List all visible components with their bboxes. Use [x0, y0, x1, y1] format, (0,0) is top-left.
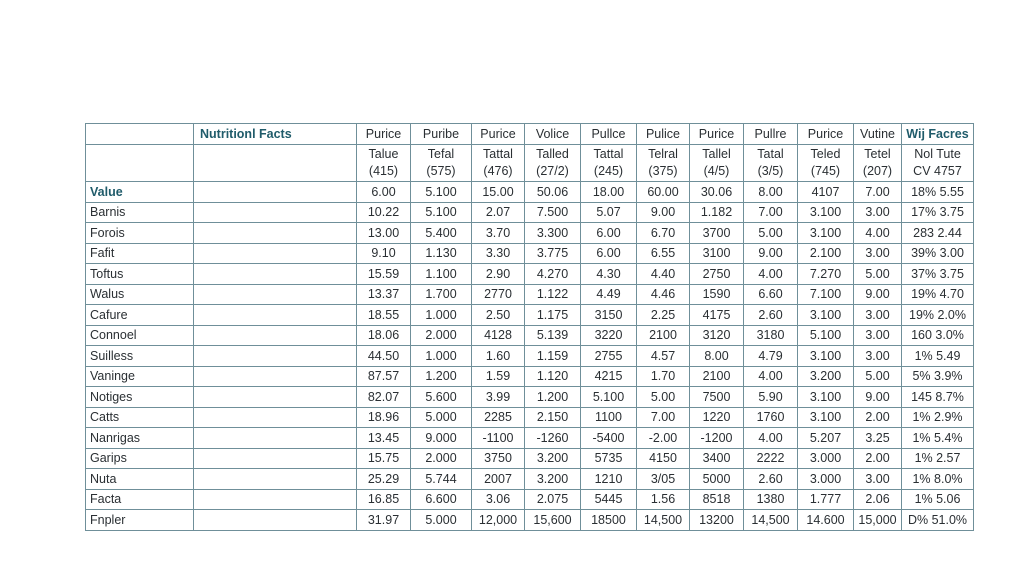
- table-cell: 9.00: [637, 202, 690, 223]
- table-cell: 19% 4.70: [902, 284, 974, 305]
- table-cell: 14,500: [637, 510, 690, 531]
- table-cell: 5.100: [411, 202, 472, 223]
- table-cell: 3.100: [798, 387, 854, 408]
- table-cell: 5.90: [744, 387, 798, 408]
- table-row: [86, 428, 974, 449]
- table-cell: 6.55: [637, 243, 690, 264]
- table-cell: 15.00: [472, 182, 525, 203]
- row-spacer-cell: [194, 305, 357, 326]
- table-cell: 2.000: [411, 448, 472, 469]
- table-cell: 1% 8.0%: [902, 469, 974, 490]
- table-cell: 7.270: [798, 264, 854, 285]
- table-cell: 3.70: [472, 223, 525, 244]
- table-cell: 5.000: [411, 407, 472, 428]
- table-cell: 82.07: [357, 387, 411, 408]
- subheader-line: (245): [593, 164, 624, 178]
- table-cell: 13.45: [357, 428, 411, 449]
- table-cell: 7.100: [798, 284, 854, 305]
- table-cell: 2.00: [854, 407, 902, 428]
- header-row: [86, 124, 974, 145]
- table-cell: 2007: [472, 469, 525, 490]
- table-cell: 18.00: [581, 182, 637, 203]
- table-cell: 1.200: [525, 387, 581, 408]
- table-cell: 6.60: [744, 284, 798, 305]
- table-cell: 5.00: [637, 387, 690, 408]
- table-cell: 3.25: [854, 428, 902, 449]
- table-cell: 5.100: [581, 387, 637, 408]
- table-cell: 4150: [637, 448, 690, 469]
- row-label: Barnis: [86, 202, 194, 223]
- table-cell: 4.00: [744, 264, 798, 285]
- subheader-line: (745): [810, 164, 841, 178]
- table-cell: 5735: [581, 448, 637, 469]
- subheader-line: Talue: [368, 147, 399, 161]
- table-cell: 15.59: [357, 264, 411, 285]
- column-header: Pulice: [637, 124, 690, 145]
- table-cell: 4128: [472, 325, 525, 346]
- row-label: Catts: [86, 407, 194, 428]
- table-cell: 1% 2.9%: [902, 407, 974, 428]
- table-cell: 4.30: [581, 264, 637, 285]
- row-label: Value: [86, 182, 194, 203]
- subheader-empty: [194, 145, 357, 182]
- subheader-line: Telral: [648, 147, 678, 161]
- table-cell: 4.49: [581, 284, 637, 305]
- table-cell: 5.139: [525, 325, 581, 346]
- column-header: Wij Facres: [902, 124, 974, 145]
- table-cell: 18% 5.55: [902, 182, 974, 203]
- column-header: Purice: [357, 124, 411, 145]
- table-row: [86, 202, 974, 223]
- subheader-line: Tattal: [483, 147, 513, 161]
- subheader-line: Tatal: [757, 147, 784, 161]
- table-cell: 1.777: [798, 489, 854, 510]
- table-cell: 3220: [581, 325, 637, 346]
- table-cell: 4.00: [744, 366, 798, 387]
- table-cell: 1220: [690, 407, 744, 428]
- table-cell: 1100: [581, 407, 637, 428]
- table-cell: 3/05: [637, 469, 690, 490]
- column-header: Pullre: [744, 124, 798, 145]
- table-cell: 5.600: [411, 387, 472, 408]
- table-cell: 87.57: [357, 366, 411, 387]
- table-cell: 17% 3.75: [902, 202, 974, 223]
- row-spacer-cell: [194, 428, 357, 449]
- table-cell: 31.97: [357, 510, 411, 531]
- table-cell: 19% 2.0%: [902, 305, 974, 326]
- table-cell: 2.000: [411, 325, 472, 346]
- row-label: Fafit: [86, 243, 194, 264]
- subheader-line: (375): [648, 164, 678, 178]
- table-cell: 3.00: [854, 469, 902, 490]
- subheader-line: Teled: [810, 147, 841, 161]
- subheader-row: [86, 145, 974, 182]
- table-cell: 1.122: [525, 284, 581, 305]
- table-row: [86, 366, 974, 387]
- table-cell: 18.06: [357, 325, 411, 346]
- subheader-empty: [86, 145, 194, 182]
- table-cell: 1.56: [637, 489, 690, 510]
- table-cell: 14.600: [798, 510, 854, 531]
- table-cell: 8518: [690, 489, 744, 510]
- column-subheader: [902, 145, 974, 182]
- table-row: [86, 223, 974, 244]
- table-row: [86, 489, 974, 510]
- table-cell: 1% 2.57: [902, 448, 974, 469]
- row-label: Notiges: [86, 387, 194, 408]
- table-row: [86, 346, 974, 367]
- table-title: Nutritionl Facts: [194, 124, 357, 145]
- table-cell: 6.00: [357, 182, 411, 203]
- table-cell: 16.85: [357, 489, 411, 510]
- table-cell: 2.50: [472, 305, 525, 326]
- nutrition-table: [85, 123, 974, 531]
- table-cell: 1.700: [411, 284, 472, 305]
- table-cell: 60.00: [637, 182, 690, 203]
- row-label: Garips: [86, 448, 194, 469]
- column-subheader: [637, 145, 690, 182]
- table-cell: 2.90: [472, 264, 525, 285]
- table-cell: 4.00: [854, 223, 902, 244]
- row-spacer-cell: [194, 510, 357, 531]
- table-cell: 4215: [581, 366, 637, 387]
- row-spacer-cell: [194, 469, 357, 490]
- table-cell: 1760: [744, 407, 798, 428]
- table-cell: 5.400: [411, 223, 472, 244]
- table-cell: 2.100: [798, 243, 854, 264]
- row-spacer-cell: [194, 407, 357, 428]
- table-cell: 2750: [690, 264, 744, 285]
- table-cell: 25.29: [357, 469, 411, 490]
- table-cell: 2.60: [744, 305, 798, 326]
- column-header: Purice: [472, 124, 525, 145]
- column-subheader: [854, 145, 902, 182]
- subheader-line: CV 4757: [913, 164, 962, 178]
- table-cell: 3.000: [798, 448, 854, 469]
- table-cell: 15,000: [854, 510, 902, 531]
- table-cell: 1.000: [411, 346, 472, 367]
- column-header: Puribe: [411, 124, 472, 145]
- table-cell: 3.00: [854, 325, 902, 346]
- corner-cell: [86, 124, 194, 145]
- table-cell: 2.07: [472, 202, 525, 223]
- table-cell: 1% 5.49: [902, 346, 974, 367]
- column-subheader: [690, 145, 744, 182]
- row-label: Vaninge: [86, 366, 194, 387]
- table-cell: 3700: [690, 223, 744, 244]
- table-cell: 5.100: [798, 325, 854, 346]
- table-cell: 2.60: [744, 469, 798, 490]
- row-spacer-cell: [194, 448, 357, 469]
- table-row: [86, 284, 974, 305]
- row-spacer-cell: [194, 182, 357, 203]
- table-cell: 5.000: [411, 510, 472, 531]
- table-cell: 4107: [798, 182, 854, 203]
- row-spacer-cell: [194, 202, 357, 223]
- table-cell: 3.100: [798, 223, 854, 244]
- table-cell: 3.200: [525, 448, 581, 469]
- row-label: Connoel: [86, 325, 194, 346]
- row-label: Fnpler: [86, 510, 194, 531]
- table-cell: 6.00: [581, 243, 637, 264]
- table-cell: 3.00: [854, 243, 902, 264]
- table-cell: 9.10: [357, 243, 411, 264]
- table-cell: 9.00: [854, 284, 902, 305]
- table-cell: 2.150: [525, 407, 581, 428]
- row-spacer-cell: [194, 243, 357, 264]
- table-cell: 3.200: [525, 469, 581, 490]
- table-cell: 6.00: [581, 223, 637, 244]
- table-row: [86, 469, 974, 490]
- table-cell: 1% 5.06: [902, 489, 974, 510]
- table-cell: 5.207: [798, 428, 854, 449]
- table-cell: -2.00: [637, 428, 690, 449]
- table-cell: 5.00: [744, 223, 798, 244]
- table-cell: 7500: [690, 387, 744, 408]
- table-cell: 3.100: [798, 407, 854, 428]
- row-label: Suilless: [86, 346, 194, 367]
- row-spacer-cell: [194, 387, 357, 408]
- subheader-line: (27/2): [536, 164, 569, 178]
- subheader-line: (476): [483, 164, 513, 178]
- table-cell: 3.30: [472, 243, 525, 264]
- table-cell: 2.00: [854, 448, 902, 469]
- table-cell: -1200: [690, 428, 744, 449]
- table-cell: 1% 5.4%: [902, 428, 974, 449]
- table-cell: 2222: [744, 448, 798, 469]
- table-cell: 13200: [690, 510, 744, 531]
- column-header: Pullce: [581, 124, 637, 145]
- subheader-line: (207): [862, 164, 893, 178]
- table-row: [86, 407, 974, 428]
- table-cell: -5400: [581, 428, 637, 449]
- subheader-line: Tetel: [864, 147, 891, 161]
- table-cell: 3.00: [854, 202, 902, 223]
- row-spacer-cell: [194, 489, 357, 510]
- table-cell: 12,000: [472, 510, 525, 531]
- table-cell: 5% 3.9%: [902, 366, 974, 387]
- table-cell: 50.06: [525, 182, 581, 203]
- table-cell: 37% 3.75: [902, 264, 974, 285]
- table-cell: 1.70: [637, 366, 690, 387]
- row-label: Facta: [86, 489, 194, 510]
- subheader-line: Tefal: [427, 147, 455, 161]
- table-cell: 7.500: [525, 202, 581, 223]
- table-row: [86, 305, 974, 326]
- table-cell: 1.200: [411, 366, 472, 387]
- table-cell: 1.130: [411, 243, 472, 264]
- table-cell: 15.75: [357, 448, 411, 469]
- table-cell: 1590: [690, 284, 744, 305]
- table-cell: 3.000: [798, 469, 854, 490]
- subheader-line: Tattal: [593, 147, 624, 161]
- row-label: Nanrigas: [86, 428, 194, 449]
- table-cell: 5445: [581, 489, 637, 510]
- column-header: Purice: [798, 124, 854, 145]
- table-cell: 3180: [744, 325, 798, 346]
- table-cell: 3750: [472, 448, 525, 469]
- table-cell: 3.99: [472, 387, 525, 408]
- table-cell: 5.00: [854, 264, 902, 285]
- table-cell: D% 51.0%: [902, 510, 974, 531]
- table-cell: 1.175: [525, 305, 581, 326]
- column-header: Volice: [525, 124, 581, 145]
- table-cell: 1.000: [411, 305, 472, 326]
- table-cell: 2.25: [637, 305, 690, 326]
- table-cell: 44.50: [357, 346, 411, 367]
- column-subheader: [798, 145, 854, 182]
- column-subheader: [357, 145, 411, 182]
- table-cell: 3.200: [798, 366, 854, 387]
- column-subheader: [411, 145, 472, 182]
- table-cell: 3.100: [798, 202, 854, 223]
- table-cell: 3.100: [798, 346, 854, 367]
- table-cell: 14,500: [744, 510, 798, 531]
- row-spacer-cell: [194, 366, 357, 387]
- table-cell: 13.00: [357, 223, 411, 244]
- column-subheader: [525, 145, 581, 182]
- subheader-line: Talled: [536, 147, 569, 161]
- table-cell: 4.40: [637, 264, 690, 285]
- column-header: Vutine: [854, 124, 902, 145]
- table-row: [86, 325, 974, 346]
- row-label: Walus: [86, 284, 194, 305]
- table-cell: 1.100: [411, 264, 472, 285]
- table-cell: 5.07: [581, 202, 637, 223]
- table-row: [86, 243, 974, 264]
- table-cell: 2.075: [525, 489, 581, 510]
- table-cell: 3.00: [854, 305, 902, 326]
- row-label: Forois: [86, 223, 194, 244]
- table-cell: 4.57: [637, 346, 690, 367]
- table-cell: 8.00: [690, 346, 744, 367]
- table-cell: 10.22: [357, 202, 411, 223]
- table-cell: 18.96: [357, 407, 411, 428]
- table-cell: 6.70: [637, 223, 690, 244]
- table-cell: 4.79: [744, 346, 798, 367]
- table-cell: 1.159: [525, 346, 581, 367]
- column-subheader: [581, 145, 637, 182]
- table-cell: 2770: [472, 284, 525, 305]
- table-row: [86, 182, 974, 203]
- subheader-line: (415): [368, 164, 399, 178]
- table-cell: 3.06: [472, 489, 525, 510]
- row-label: Cafure: [86, 305, 194, 326]
- table-cell: 1.60: [472, 346, 525, 367]
- table-cell: 7.00: [744, 202, 798, 223]
- column-subheader: [472, 145, 525, 182]
- table-cell: 1210: [581, 469, 637, 490]
- table-cell: -1100: [472, 428, 525, 449]
- table-cell: 5.744: [411, 469, 472, 490]
- row-spacer-cell: [194, 264, 357, 285]
- table-cell: 283 2.44: [902, 223, 974, 244]
- table-cell: 2100: [690, 366, 744, 387]
- table-cell: 3.00: [854, 346, 902, 367]
- table-cell: 5.100: [411, 182, 472, 203]
- table-cell: 1.120: [525, 366, 581, 387]
- subheader-line: (575): [426, 164, 456, 178]
- subheader-line: Nol Tute: [914, 147, 961, 161]
- table-row: [86, 448, 974, 469]
- table-cell: 5.00: [854, 366, 902, 387]
- subheader-line: Tallel: [702, 147, 731, 161]
- row-label: Toftus: [86, 264, 194, 285]
- table-cell: 2755: [581, 346, 637, 367]
- table-cell: 7.00: [637, 407, 690, 428]
- table-row: [86, 510, 974, 531]
- row-label: Nuta: [86, 469, 194, 490]
- nutrition-table-sheet: [85, 123, 973, 531]
- subheader-line: (4/5): [703, 164, 730, 178]
- table-cell: 15,600: [525, 510, 581, 531]
- table-cell: 18500: [581, 510, 637, 531]
- table-cell: 7.00: [854, 182, 902, 203]
- table-cell: 39% 3.00: [902, 243, 974, 264]
- table-cell: 9.00: [854, 387, 902, 408]
- column-header: Purice: [690, 124, 744, 145]
- table-cell: 18.55: [357, 305, 411, 326]
- table-cell: 3150: [581, 305, 637, 326]
- table-cell: -1260: [525, 428, 581, 449]
- table-cell: 3400: [690, 448, 744, 469]
- table-cell: 2100: [637, 325, 690, 346]
- table-cell: 30.06: [690, 182, 744, 203]
- row-spacer-cell: [194, 325, 357, 346]
- table-cell: 4.46: [637, 284, 690, 305]
- table-cell: 9.00: [744, 243, 798, 264]
- row-spacer-cell: [194, 284, 357, 305]
- table-cell: 2285: [472, 407, 525, 428]
- table-cell: 8.00: [744, 182, 798, 203]
- table-cell: 4175: [690, 305, 744, 326]
- table-cell: 160 3.0%: [902, 325, 974, 346]
- table-cell: 3.775: [525, 243, 581, 264]
- row-spacer-cell: [194, 346, 357, 367]
- table-cell: 3.300: [525, 223, 581, 244]
- table-cell: 3120: [690, 325, 744, 346]
- table-cell: 1.182: [690, 202, 744, 223]
- table-row: [86, 264, 974, 285]
- row-spacer-cell: [194, 223, 357, 244]
- table-cell: 145 8.7%: [902, 387, 974, 408]
- subheader-line: (3/5): [757, 164, 784, 178]
- table-cell: 2.06: [854, 489, 902, 510]
- table-cell: 3100: [690, 243, 744, 264]
- table-cell: 5000: [690, 469, 744, 490]
- table-cell: 3.100: [798, 305, 854, 326]
- table-cell: 1380: [744, 489, 798, 510]
- table-cell: 9.000: [411, 428, 472, 449]
- table-cell: 13.37: [357, 284, 411, 305]
- table-row: [86, 387, 974, 408]
- column-subheader: [744, 145, 798, 182]
- table-cell: 4.270: [525, 264, 581, 285]
- table-cell: 1.59: [472, 366, 525, 387]
- table-cell: 6.600: [411, 489, 472, 510]
- table-cell: 4.00: [744, 428, 798, 449]
